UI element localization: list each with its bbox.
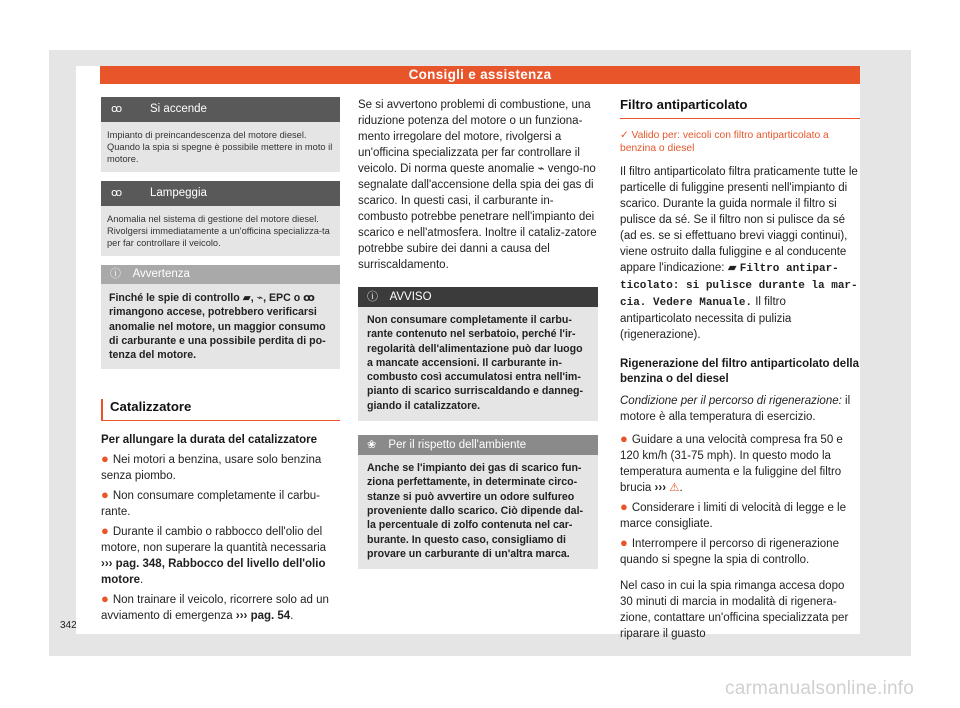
- warning-light-box-on: [101, 97, 340, 172]
- avviso-title: AVVISO: [389, 291, 432, 303]
- glow-plug-icon: ꝏ: [111, 187, 123, 199]
- combustion-text-b: vengo-no segnalate dall'accensione della spia dei gas di scarico. In questi casi, il carburante in-combusto potrebbe penetrare nell'impianto dei scarico e nell'atmosfera. Inoltre il cataliz-zatore potrebbe subire dei danni a causa del surriscaldamento.: [358, 163, 597, 271]
- catalizzatore-title: Catalizzatore: [101, 399, 340, 421]
- glow-plug-icon: ꝏ: [303, 292, 315, 304]
- glow-plug-icon: ꝏ: [111, 103, 123, 115]
- environment-text: Anche se l'impianto dei gas di scarico fun-ziona perfettamente, in determinate circo-stanze si può avvertire un odore sulfureo proveniente dallo scarico. Ciò dipende dal-la percentuale di zolfo contenuta nel car-burante. In questo caso, consigliamo di provare un carburante di un'altra marca.: [358, 455, 598, 569]
- avvertenza-text-b: , EPC o: [263, 292, 301, 304]
- list-item: [101, 487, 340, 520]
- list-item-text: Durante il cambio o rabbocco dell'olio del motore, non superare la quantità necessaria: [101, 526, 327, 555]
- condition-paragraph: [620, 393, 860, 425]
- section-header: Consigli e assistenza: [100, 66, 860, 84]
- list-item: ● Guidare a una velocità compresa fra 50 e 120 km/h (31-75 mph). In questo modo la temperatura aumenta e la fuliggine del filtro brucia ››› ⚠.: [620, 431, 843, 494]
- bullet-icon: ●: [101, 487, 109, 503]
- exhaust-light-icon: ⌁: [256, 292, 264, 304]
- list-item-text: Considerare i limiti di velocità di legge e le marce consigliate.: [620, 502, 846, 530]
- warning-light-box-blink: [101, 181, 340, 256]
- filter-paragraph: [620, 164, 860, 343]
- regeneration-subtitle: Rigenerazione del filtro antiparticolato della benzina o del diesel: [620, 358, 859, 385]
- avvertenza-text-c: rimangono accese, potrebbero verificarsi anomalie nel motore, un maggior consumo di carburante e una possibile perdita di po-tenza del motore.: [109, 306, 326, 362]
- exhaust-light-icon: ⌁: [537, 163, 545, 175]
- combustion-text-a: Se si avvertono problemi di combustione, una riduzione potenza del motore o un funziona-mento irregolare del motore, rivolgersi a un'officina specializzata per far controllare il veicolo. Di norma queste anomalie: [358, 99, 591, 175]
- catalizzatore-subtitle: Per allungare la durata del catalizzatore: [101, 434, 318, 447]
- column-middle: [358, 97, 598, 569]
- page-reference-link[interactable]: ››› pag. 54: [235, 610, 291, 623]
- warning-light-header: [101, 181, 340, 206]
- filter-text-a: Il filtro antiparticolato filtra praticamente tutte le particelle di fuliggine presenti nell'impianto di scarico. Durante la guida normale il filtro si pulisce da sé. Se il filtro non si pulisce da sé (ad es. se si effettuano brevi viaggi continui), viene ostruito dalla fuliggine e al conducente appare l'indicazione:: [620, 166, 858, 274]
- avviso-header: [358, 287, 598, 307]
- validity-text: Valido per: veicoli con filtro antiparticolato a benzina o diesel: [620, 130, 829, 154]
- filter-text-b: Il filtro antiparticolato necessita di pulizia (rigenerazione).: [620, 296, 792, 341]
- page-number: 342: [60, 620, 77, 631]
- condition-text: il motore è alla temperatura di esercizio.: [620, 395, 851, 423]
- list-item: ● Non trainare il veicolo, ricorrere solo ad un avviamento di emergenza ››› pag. 54.: [101, 591, 329, 623]
- display-message: Filtro antipar-ticolato: si pulisce durante la mar-cia. Vedere Manuale.: [620, 263, 858, 309]
- environment-header: [358, 435, 598, 455]
- list-item-text: Guidare a una velocità compresa fra 50 e 120 km/h (31-75 mph). In questo modo la temperatura aumenta e la fuliggine del filtro brucia: [620, 434, 843, 494]
- bullet-icon: ●: [620, 431, 628, 446]
- avvertenza-title: Avvertenza: [132, 268, 190, 280]
- avvertenza-text-a: Finché le spie di controllo: [109, 292, 240, 304]
- engine-light-icon: ▰: [242, 292, 251, 304]
- list-item-text: Nei motori a benzina, usare solo benzina senza piombo.: [101, 454, 322, 483]
- warning-light-text: Anomalia nel sistema di gestione del motore diesel. Rivolgersi immediatamente a un'officina specializza-ta per far controllare il veicolo.: [101, 206, 340, 256]
- list-item-text: Non consumare completamente il carbu-rante.: [101, 490, 320, 519]
- page-reference-link[interactable]: ›››: [654, 482, 667, 494]
- warning-light-text: Impianto di preincandescenza del motore diesel. Quando la spia si spegne è possibile mettere in moto il motore.: [101, 122, 340, 172]
- list-item-text: Non trainare il veicolo, ricorrere solo ad un avviamento di emergenza: [101, 594, 329, 623]
- fault-paragraph: Nel caso in cui la spia rimanga accesa dopo 30 minuti di marcia in modalità di rigenera-zione, contattare un'officina specializzata per riparare il guasto: [620, 580, 849, 640]
- avviso-text: Non consumare completamente il carbu-rante contenuto nel serbatoio, perché l'ir-regolarità dell'alimentazione può dar luogo a mancate accensioni. Il carburante in-combusto così accumulatosi entra nell'im-pianto di scarico surriscaldando e danneg-giando il catalizzatore.: [358, 307, 598, 421]
- info-icon: ⓘ: [110, 268, 121, 280]
- environment-box: [358, 435, 598, 569]
- validity-note: [620, 129, 860, 155]
- column-left: [101, 97, 340, 624]
- bullet-icon: ●: [620, 535, 628, 550]
- warning-triangle-icon: ⚠: [669, 482, 680, 494]
- avvertenza-text: Finché le spie di controllo ▰, ⌁, EPC o ꝏ rimangono accese, potrebbero verificarsi anomalie nel motore, un maggior consumo di carburante e una possibile perdita di po-tenza del motore.: [101, 284, 340, 369]
- bullet-icon: ●: [101, 451, 109, 467]
- notice-icon: ⓘ: [367, 291, 378, 303]
- watermark: carmanualsonline.info: [725, 678, 915, 699]
- list-item: [620, 535, 860, 568]
- environment-title: Per il rispetto dell'ambiente: [388, 439, 527, 452]
- avviso-box: [358, 287, 598, 421]
- list-item: [620, 499, 860, 532]
- combustion-paragraph: [358, 97, 598, 273]
- column-right: [620, 97, 860, 642]
- bullet-icon: ●: [101, 523, 109, 539]
- warning-light-title: Lampeggia: [150, 187, 207, 199]
- list-item-text: Interrompere il percorso di rigenerazione quando si spegne la spia di controllo.: [620, 538, 839, 566]
- leaf-icon: ❀: [367, 439, 377, 452]
- filter-title: Filtro antiparticolato: [620, 97, 860, 119]
- engine-light-icon: ▰: [727, 262, 737, 274]
- list-item: ● Durante il cambio o rabbocco dell'olio del motore, non superare la quantità necessaria ››› pag. 348, Rabbocco del livello dell'olio motore.: [101, 523, 327, 587]
- warning-light-header: [101, 97, 340, 122]
- list-item: [101, 451, 340, 484]
- avvertenza-box: [101, 265, 340, 369]
- condition-label: Condizione per il percorso di rigenerazione:: [620, 395, 842, 407]
- bullet-icon: ●: [101, 591, 109, 607]
- warning-light-title: Si accende: [150, 103, 207, 115]
- page-reference-link[interactable]: ››› pag. 348, Rabbocco del livello dell'olio motore: [101, 558, 326, 587]
- bullet-icon: ●: [620, 499, 628, 514]
- check-icon: ✓: [620, 130, 629, 141]
- avvertenza-header: [101, 265, 340, 284]
